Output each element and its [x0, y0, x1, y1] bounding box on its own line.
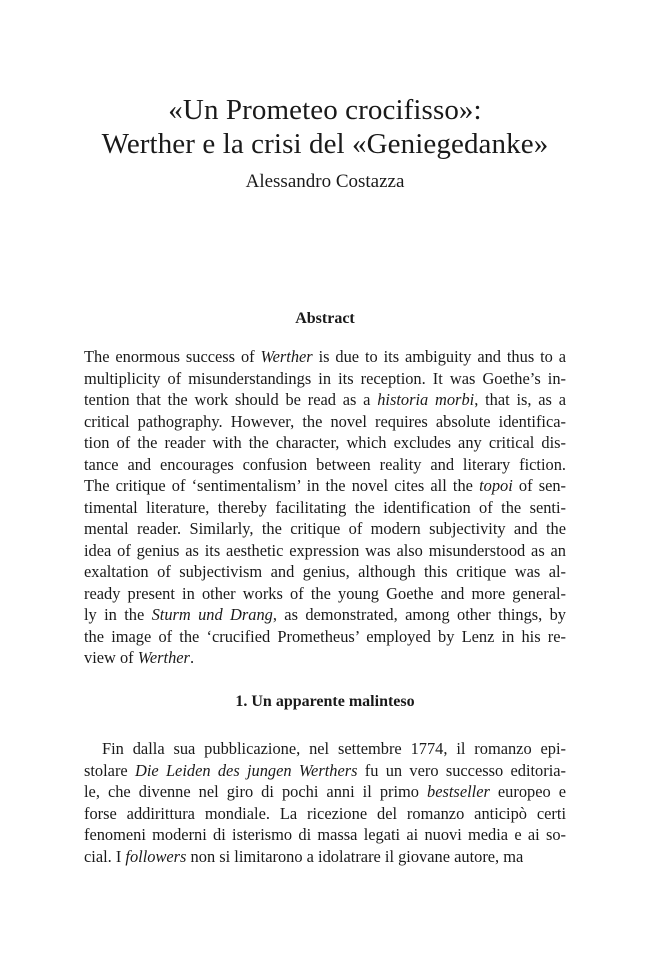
text-line: tion of the reader with the character, which excludes any critical dis-: [84, 433, 566, 452]
text-line: timental literature, thereby facilitating the identification of the senti-: [84, 497, 566, 517]
text-line: exaltation of subjectivism and genius, although this critique was al-: [84, 562, 566, 581]
abstract-paragraph: [84, 346, 566, 669]
section-heading: 1. Un apparente malinteso: [235, 693, 415, 710]
author-name: Alessandro Costazza: [245, 171, 405, 192]
title-line-1: «Un Prometeo crocifisso»:: [168, 94, 482, 126]
italic-text: topoi: [479, 476, 513, 495]
text-line: Fin dalla sua pubblicazione, nel settembre 1774, il romanzo epi-: [102, 739, 566, 758]
text-line: tention that the work should be read as a historia morbi, that is, as a: [84, 390, 566, 409]
italic-text: followers: [125, 846, 187, 866]
text-line: fenomeni moderni di isterismo di massa legati ai nuovi media e ai so-: [84, 825, 566, 844]
text-line: multiplicity of misunderstandings in its reception. It was Goethe’s in-: [84, 368, 566, 388]
body-paragraph: [84, 738, 566, 867]
text-line: ready present in other works of the young Goethe and more general-: [84, 583, 566, 603]
italic-text: Werther: [137, 648, 190, 667]
title-line-2: Werther e la crisi del «Geniegedanke»: [101, 128, 549, 160]
text-line: ly in the Sturm und Drang, as demonstrated, among other things, by: [84, 605, 566, 624]
text-line: The enormous success of Werther is due to its ambiguity and thus to a: [84, 347, 566, 366]
text-line: cial. I followers non si limitarono a idolatrare il giovane autore, ma: [84, 846, 524, 866]
italic-text: historia morbi: [377, 390, 475, 409]
text-line: critical pathography. However, the novel requires absolute identifica-: [84, 411, 566, 431]
italic-text: Die Leiden des jungen Werthers: [134, 760, 358, 780]
italic-text: Werther: [260, 347, 313, 366]
text-line: view of Werther.: [84, 648, 195, 667]
text-line: forse addirittura mondiale. La ricezione del romanzo anticipò certi: [84, 803, 566, 823]
text-line: the image of the ‘crucified Prometheus’ employed by Lenz in his re-: [84, 626, 566, 646]
italic-text: Sturm und Drang: [151, 605, 273, 624]
text-line: stolare Die Leiden des jungen Werthers fu un vero successo editoria-: [84, 760, 566, 780]
text-line: mental reader. Similarly, the critique of modern subjectivity and the: [84, 519, 566, 538]
abstract-heading: Abstract: [295, 310, 355, 327]
text-line: tance and encourages confusion between reality and literary fiction.: [84, 454, 566, 474]
text-line: idea of genius as its aesthetic expression was also misunderstood as an: [84, 540, 566, 560]
text-line: The critique of ‘sentimentalism’ in the novel cites all the topoi of sen-: [84, 476, 567, 495]
text-line: le, che divenne nel giro di pochi anni il primo bestseller europeo e: [84, 782, 567, 801]
italic-text: bestseller: [427, 782, 490, 801]
